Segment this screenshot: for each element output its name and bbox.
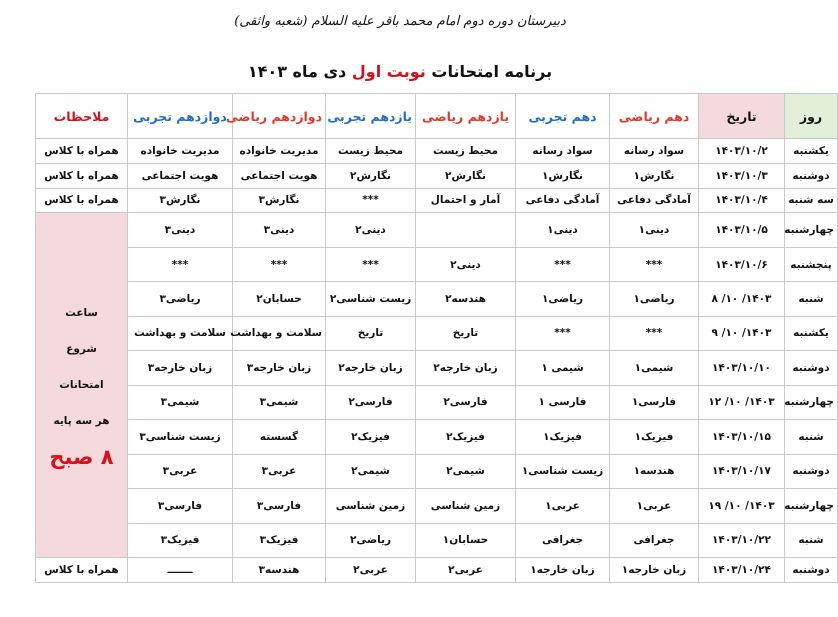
date-cell: ۱۴۰۳/۱۰/۵ xyxy=(699,213,785,247)
day-cell: چهارشنبه xyxy=(785,489,838,523)
cell-11-math: دینی۲ xyxy=(416,247,516,281)
start-time-notice xyxy=(36,213,128,558)
notes-cell: همراه با کلاس xyxy=(36,163,128,188)
cell-12-exp: فارسی۳ xyxy=(128,489,233,523)
cell-10-math: جغرافی xyxy=(610,523,699,558)
notes-cell: همراه با کلاس xyxy=(36,558,128,583)
cell-12-math: فیزیک۳ xyxy=(233,523,326,558)
table-row xyxy=(36,420,838,454)
table-row xyxy=(36,213,838,247)
cell-11-math: فارسی۲ xyxy=(416,385,516,419)
cell-12-math: فارسی۳ xyxy=(233,489,326,523)
cell-12-exp: هویت اجتماعی xyxy=(128,163,233,188)
cell-12-math: *** xyxy=(233,247,326,281)
cell-12-exp: شیمی۳ xyxy=(128,385,233,419)
title-month: دی ماه ۱۴۰۳ xyxy=(247,62,347,81)
cell-10-exp: عربی۱ xyxy=(516,489,610,523)
cell-11-exp: زیست شناسی۲ xyxy=(326,282,416,316)
date-cell: ۱۴۰۳/ ۱۰/ ۱۲ xyxy=(699,385,785,419)
cell-12-math: هویت اجتماعی xyxy=(233,163,326,188)
cell-10-exp: فیزیک۱ xyxy=(516,420,610,454)
cell-12-math: زبان خارجه۳ xyxy=(233,351,326,385)
table-row xyxy=(36,316,838,350)
date-cell: ۱۴۰۳/۱۰/۲ xyxy=(699,139,785,164)
cell-12-math: گسسته xyxy=(233,420,326,454)
day-cell: شنبه xyxy=(785,523,838,558)
cell-11-exp: ریاضی۲ xyxy=(326,523,416,558)
cell-12-exp: دینی۳ xyxy=(128,213,233,247)
exam-schedule-table xyxy=(35,93,838,583)
cell-12-math: شیمی۳ xyxy=(233,385,326,419)
cell-10-exp: ریاضی۱ xyxy=(516,282,610,316)
cell-10-exp: نگارش۱ xyxy=(516,163,610,188)
cell-12-math: دینی۳ xyxy=(233,213,326,247)
cell-11-exp: زمین شناسی xyxy=(326,489,416,523)
cell-11-math: آمار و احتمال xyxy=(416,188,516,213)
cell-10-exp: دینی۱ xyxy=(516,213,610,247)
header-row xyxy=(36,94,838,139)
cell-12-exp: زبان خارجه۳ xyxy=(128,351,233,385)
cell-10-math: آمادگی دفاعی xyxy=(610,188,699,213)
cell-11-math: فیزیک۲ xyxy=(416,420,516,454)
header-10-math: دهم ریاضی xyxy=(610,94,699,139)
cell-12-exp: زیست شناسی۳ xyxy=(128,420,233,454)
table-row xyxy=(36,247,838,281)
notice-start-hour: ۸ صبح xyxy=(49,445,114,470)
cell-12-math: عربی۳ xyxy=(233,454,326,488)
cell-10-exp: جغرافی xyxy=(516,523,610,558)
notice-line: هر سه پایه xyxy=(53,415,110,428)
header-date: تاریخ xyxy=(699,94,785,139)
cell-12-exp: نگارش۳ xyxy=(128,188,233,213)
cell-10-math: *** xyxy=(610,247,699,281)
date-cell: ۱۴۰۳/۱۰/۱۰ xyxy=(699,351,785,385)
cell-12-exp: ـــــــ xyxy=(128,558,233,583)
cell-11-exp: دینی۲ xyxy=(326,213,416,247)
cell-11-exp: *** xyxy=(326,247,416,281)
cell-12-exp: سلامت و بهداشت xyxy=(128,316,233,350)
cell-11-exp: عربی۲ xyxy=(326,558,416,583)
cell-12-exp: مدیریت خانواده xyxy=(128,139,233,164)
cell-10-exp: *** xyxy=(516,247,610,281)
cell-10-exp: سواد رسانه xyxy=(516,139,610,164)
date-cell: ۱۴۰۳/ ۱۰/ ۱۹ xyxy=(699,489,785,523)
day-cell: دوشنبه xyxy=(785,454,838,488)
date-cell: ۱۴۰۳/۱۰/۲۴ xyxy=(699,558,785,583)
date-cell: ۱۴۰۳/ ۱۰/ ۸ xyxy=(699,282,785,316)
cell-11-math: عربی۲ xyxy=(416,558,516,583)
table-row xyxy=(36,523,838,558)
cell-11-math xyxy=(416,213,516,247)
title-start: برنامه امتحانات xyxy=(431,62,553,81)
cell-10-math: عربی۱ xyxy=(610,489,699,523)
date-cell: ۱۴۰۳/۱۰/۱۷ xyxy=(699,454,785,488)
date-cell: ۱۴۰۳/۱۰/۲۲ xyxy=(699,523,785,558)
cell-11-math: حسابان۱ xyxy=(416,523,516,558)
day-cell: شنبه xyxy=(785,420,838,454)
header-notes: ملاحظات xyxy=(36,94,128,139)
date-cell: ۱۴۰۳/ ۱۰/ ۹ xyxy=(699,316,785,350)
table-row xyxy=(36,163,838,188)
cell-12-math: نگارش۳ xyxy=(233,188,326,213)
cell-11-exp: تاریخ xyxy=(326,316,416,350)
day-cell: پنجشنبه xyxy=(785,247,838,281)
header-12-math: دوازدهم ریاضی xyxy=(233,94,326,139)
notice-line: امتحانات xyxy=(59,379,104,392)
cell-11-exp: فارسی۲ xyxy=(326,385,416,419)
cell-11-exp: شیمی۲ xyxy=(326,454,416,488)
date-cell: ۱۴۰۳/۱۰/۶ xyxy=(699,247,785,281)
day-cell: دوشنبه xyxy=(785,351,838,385)
notice-line: شروع xyxy=(66,343,97,356)
cell-11-math: شیمی۲ xyxy=(416,454,516,488)
header-day: روز xyxy=(785,94,838,139)
cell-12-exp: عربی۳ xyxy=(128,454,233,488)
day-cell: سه شنبه xyxy=(785,188,838,213)
cell-10-exp: فارسی ۱ xyxy=(516,385,610,419)
notice-line: ساعت xyxy=(65,307,98,320)
cell-11-exp: فیزیک۲ xyxy=(326,420,416,454)
day-cell: دوشنبه xyxy=(785,558,838,583)
table-row xyxy=(36,188,838,213)
table-row xyxy=(36,351,838,385)
day-cell: یکشنبه xyxy=(785,139,838,164)
cell-11-exp: نگارش۲ xyxy=(326,163,416,188)
day-cell: چهارشنبه xyxy=(785,213,838,247)
date-cell: ۱۴۰۳/۱۰/۳ xyxy=(699,163,785,188)
page-title xyxy=(0,62,800,81)
day-cell: چهارشنبه xyxy=(785,385,838,419)
cell-10-math: نگارش۱ xyxy=(610,163,699,188)
notes-cell: همراه با کلاس xyxy=(36,139,128,164)
table-row xyxy=(36,282,838,316)
table-row xyxy=(36,454,838,488)
header-11-math: یازدهم ریاضی xyxy=(416,94,516,139)
school-name: دبیرستان دوره دوم امام محمد باقر علیه السلام (شعبه واثقی) xyxy=(234,14,566,29)
date-cell: ۱۴۰۳/۱۰/۱۵ xyxy=(699,420,785,454)
header-10-exp: دهم تجربی xyxy=(516,94,610,139)
cell-11-math: زبان خارجه۲ xyxy=(416,351,516,385)
cell-10-math: سواد رسانه xyxy=(610,139,699,164)
cell-10-math: *** xyxy=(610,316,699,350)
cell-11-math: محیط زیست xyxy=(416,139,516,164)
table-row xyxy=(36,558,838,583)
cell-10-math: شیمی۱ xyxy=(610,351,699,385)
table-row xyxy=(36,139,838,164)
cell-10-math: فارسی۱ xyxy=(610,385,699,419)
notes-cell: همراه با کلاس xyxy=(36,188,128,213)
cell-10-math: دینی۱ xyxy=(610,213,699,247)
cell-10-math: زبان خارجه۱ xyxy=(610,558,699,583)
cell-12-exp: ریاضی۳ xyxy=(128,282,233,316)
title-term: نوبت اول xyxy=(351,62,426,81)
cell-11-exp: محیط زیست xyxy=(326,139,416,164)
header-12-exp: دوازدهم تجربی xyxy=(128,94,233,139)
cell-11-exp: زبان خارجه۲ xyxy=(326,351,416,385)
cell-12-exp: *** xyxy=(128,247,233,281)
cell-12-math: سلامت و بهداشت xyxy=(233,316,326,350)
cell-11-math: نگارش۲ xyxy=(416,163,516,188)
cell-10-exp: زبان خارجه۱ xyxy=(516,558,610,583)
cell-11-math: زمین شناسی xyxy=(416,489,516,523)
day-cell: یکشنبه xyxy=(785,316,838,350)
cell-10-exp: شیمی ۱ xyxy=(516,351,610,385)
cell-11-math: تاریخ xyxy=(416,316,516,350)
table-row xyxy=(36,385,838,419)
header-11-exp: یازدهم تجربی xyxy=(326,94,416,139)
cell-11-math: هندسه۲ xyxy=(416,282,516,316)
cell-12-math: مدیریت خانواده xyxy=(233,139,326,164)
cell-10-exp: زیست شناسی۱ xyxy=(516,454,610,488)
cell-10-exp: *** xyxy=(516,316,610,350)
cell-11-exp: *** xyxy=(326,188,416,213)
cell-10-math: ریاضی۱ xyxy=(610,282,699,316)
day-cell: دوشنبه xyxy=(785,163,838,188)
cell-12-math: حسابان۲ xyxy=(233,282,326,316)
cell-12-math: هندسه۳ xyxy=(233,558,326,583)
table-row xyxy=(36,489,838,523)
day-cell: شنبه xyxy=(785,282,838,316)
cell-10-math: فیزیک۱ xyxy=(610,420,699,454)
date-cell: ۱۴۰۳/۱۰/۴ xyxy=(699,188,785,213)
cell-10-math: هندسه۱ xyxy=(610,454,699,488)
cell-12-exp: فیزیک۳ xyxy=(128,523,233,558)
cell-10-exp: آمادگی دفاعی xyxy=(516,188,610,213)
